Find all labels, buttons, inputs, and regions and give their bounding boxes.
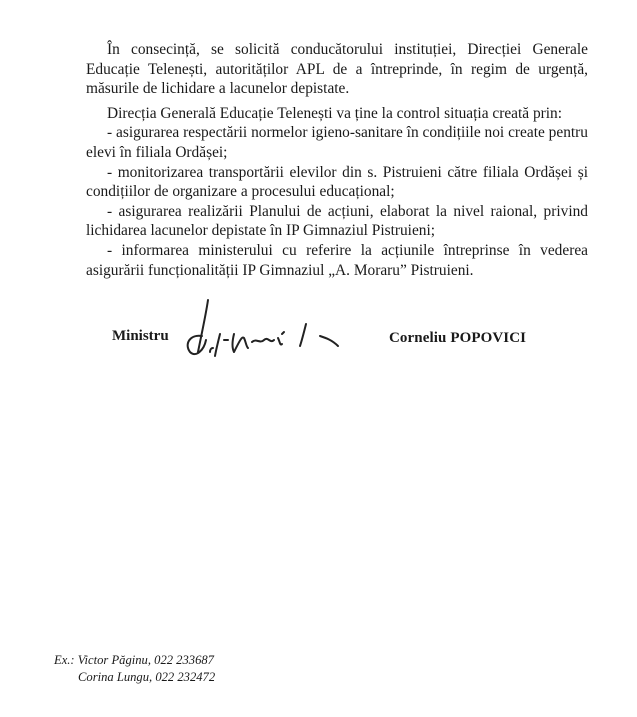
paragraph-consequence: În consecință, se solicită conducătorului instituției, Direcției Generale Educație Telenești, autorităților APL de a întreprinde, în regim de urgență, măsurile de lichidare a lacunelor depistate. (86, 41, 588, 98)
signatory-name: Corneliu POPOVICI (389, 330, 527, 346)
handwritten-signature-icon (180, 290, 355, 368)
measure-item: - asigurarea realizării Planului de acțiuni, elaborat la nivel raional, privind lichidarea lacunelor depistate în IP Gimnaziul Pistruieni; (86, 202, 588, 240)
measure-item: - asigurarea respectării normelor igieno-sanitare în condițiile noi create pentru elevi în filiala Ordășei; (86, 124, 588, 161)
signature-block (0, 290, 637, 370)
document-body (86, 40, 588, 280)
signatory-role: Ministru (112, 328, 169, 344)
contact-line: Ex.: Victor Păginu, 022 233687 (54, 653, 214, 667)
paragraph-control: Direcția Generală Educație Telenești va ține la control situația creată prin: (107, 104, 563, 122)
contact-line: Corina Lungu, 022 232472 (78, 670, 216, 684)
measure-item: - informarea ministerului cu referire la acțiunile întreprinse în vederea asigurării funcționalității IP Gimnaziul „A. Moraru” Pistruieni. (86, 241, 588, 279)
measure-item: - monitorizarea transportării elevilor din s. Pistruieni către filiala Ordășei și condițiilor de organizare a procesului educațional; (86, 163, 588, 201)
executor-contacts (54, 652, 215, 686)
